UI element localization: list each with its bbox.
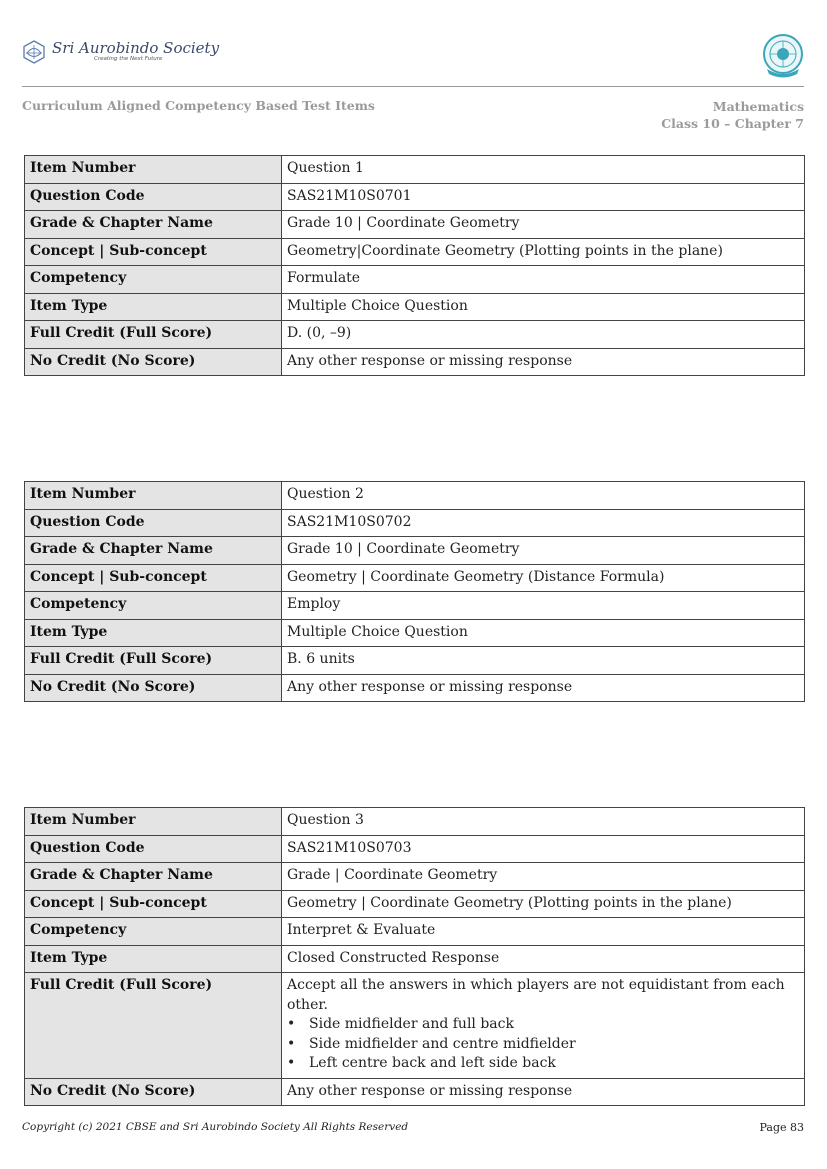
row-value: Geometry | Coordinate Geometry (Plotting points in the plane): [282, 890, 805, 918]
lotus-emblem-icon: [22, 40, 46, 64]
row-value: D. (0, –9): [282, 321, 805, 349]
row-label: Item Type: [25, 619, 282, 647]
table-row: [25, 674, 805, 702]
table-row: [25, 863, 805, 891]
table-row: [25, 973, 805, 1079]
row-label: Question Code: [25, 183, 282, 211]
row-label: Question Code: [25, 509, 282, 537]
row-value: B. 6 units: [282, 647, 805, 675]
row-label: Full Credit (Full Score): [25, 647, 282, 675]
table-row: [25, 211, 805, 239]
row-value: Question 1: [282, 156, 805, 184]
table-row: [25, 835, 805, 863]
row-label: No Credit (No Score): [25, 674, 282, 702]
row-label: Competency: [25, 592, 282, 620]
full-credit-text: Accept all the answers in which players are not equidistant from each other.: [287, 977, 785, 1013]
page-number: Page 83: [759, 1121, 804, 1134]
row-value: Grade | Coordinate Geometry: [282, 863, 805, 891]
row-label: Competency: [25, 918, 282, 946]
row-label: Item Number: [25, 482, 282, 510]
header-divider: [22, 86, 804, 87]
item-table-3: [24, 807, 805, 1106]
row-value: Question 2: [282, 482, 805, 510]
copyright-notice: Copyright (c) 2021 CBSE and Sri Aurobindo Society All Rights Reserved: [22, 1121, 409, 1133]
table-row: [25, 592, 805, 620]
table-row: [25, 293, 805, 321]
row-label: Full Credit (Full Score): [25, 973, 282, 1079]
table-row: [25, 156, 805, 184]
logo-name: Sri Aurobindo Society: [52, 39, 220, 58]
row-label: Grade & Chapter Name: [25, 211, 282, 239]
row-value: Multiple Choice Question: [282, 293, 805, 321]
logo-tagline: Creating the Next Future: [94, 56, 163, 63]
row-label: Concept | Sub-concept: [25, 890, 282, 918]
table-row: [25, 183, 805, 211]
row-label: No Credit (No Score): [25, 1078, 282, 1106]
item-table-2: [24, 481, 805, 702]
row-label: Grade & Chapter Name: [25, 537, 282, 565]
row-label: Concept | Sub-concept: [25, 564, 282, 592]
table-row: [25, 348, 805, 376]
row-value: [282, 973, 805, 1079]
row-label: Item Number: [25, 808, 282, 836]
table-row: [25, 918, 805, 946]
row-value: Question 3: [282, 808, 805, 836]
list-item: • Left centre back and left side back: [287, 1054, 799, 1074]
table-row: [25, 945, 805, 973]
row-label: Competency: [25, 266, 282, 294]
row-value: Any other response or missing response: [282, 674, 805, 702]
table-row: [25, 482, 805, 510]
table-row: [25, 266, 805, 294]
row-value: Any other response or missing response: [282, 348, 805, 376]
cbse-seal-icon: [760, 33, 806, 79]
row-label: Item Type: [25, 945, 282, 973]
row-label: No Credit (No Score): [25, 348, 282, 376]
row-label: Grade & Chapter Name: [25, 863, 282, 891]
subject-info: [661, 98, 804, 132]
row-value: Formulate: [282, 266, 805, 294]
table-row: [25, 647, 805, 675]
row-value: SAS21M10S0702: [282, 509, 805, 537]
row-value: Grade 10 | Coordinate Geometry: [282, 211, 805, 239]
row-value: SAS21M10S0703: [282, 835, 805, 863]
row-label: Concept | Sub-concept: [25, 238, 282, 266]
class-chapter: Class 10 – Chapter 7: [661, 116, 804, 131]
table-row: [25, 808, 805, 836]
row-value: Multiple Choice Question: [282, 619, 805, 647]
table-row: [25, 537, 805, 565]
row-label: Full Credit (Full Score): [25, 321, 282, 349]
sri-aurobindo-society-logo: [22, 36, 219, 68]
table-row: [25, 564, 805, 592]
table-row: [25, 509, 805, 537]
row-value: Any other response or missing response: [282, 1078, 805, 1106]
list-item: • Side midfielder and centre midfielder: [287, 1035, 799, 1055]
row-value: Employ: [282, 592, 805, 620]
row-value: SAS21M10S0701: [282, 183, 805, 211]
item-table-1: [24, 155, 805, 376]
row-value: Closed Constructed Response: [282, 945, 805, 973]
table-row: [25, 238, 805, 266]
document-title: Curriculum Aligned Competency Based Test Items: [22, 98, 375, 113]
table-row: [25, 890, 805, 918]
table-row: [25, 619, 805, 647]
row-value: Geometry | Coordinate Geometry (Distance Formula): [282, 564, 805, 592]
row-value: Geometry|Coordinate Geometry (Plotting points in the plane): [282, 238, 805, 266]
row-value: Grade 10 | Coordinate Geometry: [282, 537, 805, 565]
row-label: Item Type: [25, 293, 282, 321]
list-item: • Side midfielder and full back: [287, 1015, 799, 1035]
accepted-answers-list: [287, 1015, 799, 1074]
table-row: [25, 321, 805, 349]
table-row: [25, 1078, 805, 1106]
subject: Mathematics: [712, 99, 804, 114]
row-label: Item Number: [25, 156, 282, 184]
row-value: Interpret & Evaluate: [282, 918, 805, 946]
row-label: Question Code: [25, 835, 282, 863]
